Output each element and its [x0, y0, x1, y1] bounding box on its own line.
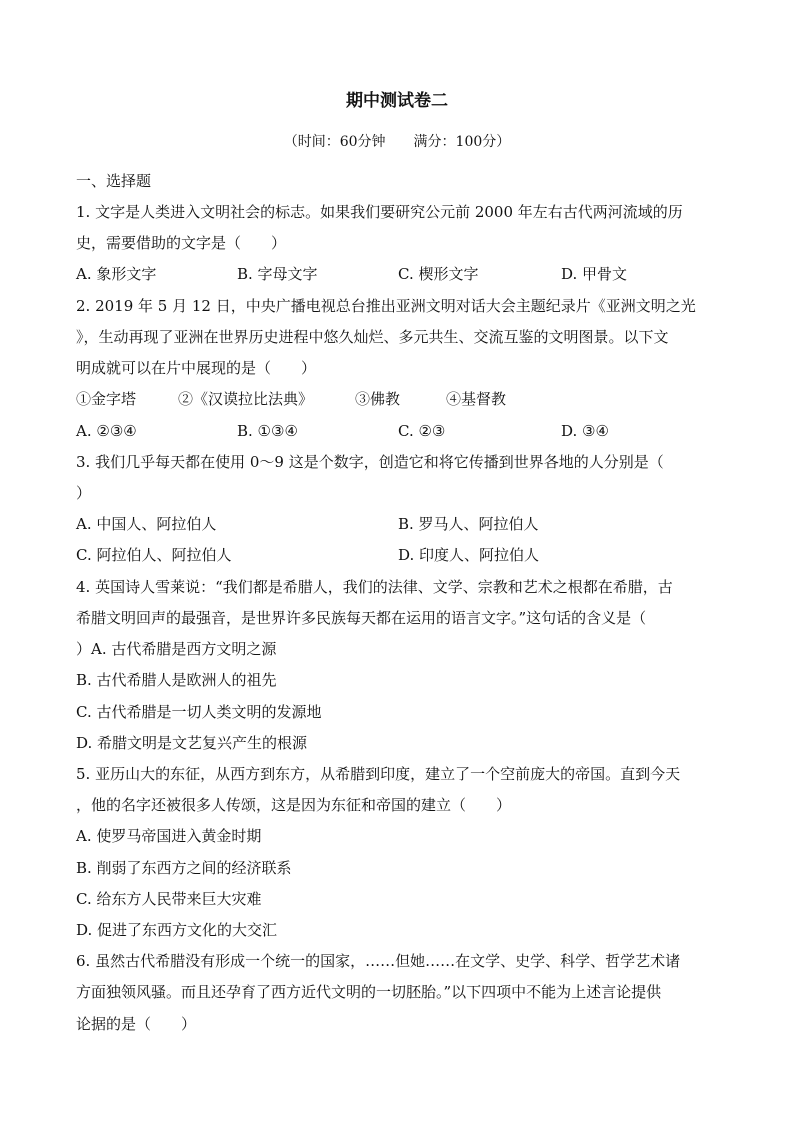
question-1-line-2: 史，需要借助的文字是（ ）	[76, 234, 287, 252]
q5-option-c: C. 给东方人民带来巨大灾难	[76, 890, 262, 908]
question-2-line-1: 2. 2019 年 5 月 12 日，中央广播电视总台推出亚洲文明对话大会主题纪录片《亚洲文明之光	[76, 297, 696, 315]
question-6-line-2: 方面独领风骚。而且还孕育了西方近代文明的一切胚胎。”以下四项中不能为上述言论提供	[76, 983, 662, 1001]
q1-option-d: D. 甲骨文	[561, 265, 628, 283]
q3-option-c: C. 阿拉伯人、阿拉伯人	[76, 546, 232, 564]
q4-option-b: B. 古代希腊人是欧洲人的祖先	[76, 671, 277, 689]
question-1-line-1: 1. 文字是人类进入文明社会的标志。如果我们要研究公元前 2000 年左右古代两河流域的历	[76, 203, 683, 221]
q2-item-2: ②《汉谟拉比法典》	[178, 390, 314, 408]
q1-option-b: B. 字母文字	[237, 265, 318, 283]
question-6-line-3: 论据的是（ ）	[76, 1015, 197, 1033]
q2-option-b: B. ①③④	[237, 422, 298, 440]
q2-item-4: ④基督教	[446, 390, 507, 408]
question-5-line-1: 5. 亚历山大的东征，从西方到东方，从希腊到印度，建立了一个空前庞大的帝国。直到今天	[76, 765, 681, 783]
question-6-line-1: 6. 虽然古代希腊没有形成一个统一的国家，……但她……在文学、史学、科学、哲学艺术诸	[76, 952, 681, 970]
q2-item-1: ①金字塔	[76, 390, 137, 408]
q2-option-d: D. ③④	[561, 422, 609, 440]
question-4-line-3: ）A. 古代希腊是西方文明之源	[76, 640, 277, 658]
exam-info: （时间：60分钟 满分：100分）	[283, 134, 511, 150]
question-5-line-2: ，他的名字还被很多人传颂，这是因为东征和帝国的建立（ ）	[76, 796, 512, 814]
page-title: 期中测试卷二	[346, 91, 448, 111]
q3-option-a: A. 中国人、阿拉伯人	[76, 515, 217, 533]
q1-option-c: C. 楔形文字	[398, 265, 479, 283]
q2-option-c: C. ②③	[398, 422, 446, 440]
q3-option-b: B. 罗马人、阿拉伯人	[398, 515, 539, 533]
question-2-line-3: 明成就可以在片中展现的是（ ）	[76, 359, 317, 377]
q2-option-a: A. ②③④	[76, 422, 137, 440]
q2-item-3: ③佛教	[355, 390, 401, 408]
question-3-line-2: ）	[76, 484, 92, 502]
q5-option-a: A. 使罗马帝国进入黄金时期	[76, 827, 262, 845]
question-4-line-1: 4. 英国诗人雪莱说：“我们都是希腊人，我们的法律、文学、宗教和艺术之根都在希腊，古	[76, 578, 673, 596]
question-2-line-2: 》，生动再现了亚洲在世界历史进程中悠久灿烂、多元共生、交流互鉴的文明图景。以下文	[76, 328, 669, 346]
question-4-line-2: 希腊文明回声的最强音，是世界许多民族每天都在运用的语言文字。”这句话的含义是（	[76, 609, 647, 627]
q3-option-d: D. 印度人、阿拉伯人	[398, 546, 540, 564]
q1-option-a: A. 象形文字	[76, 265, 157, 283]
question-3-line-1: 3. 我们几乎每天都在使用 0～9 这是个数字，创造它和将它传播到世界各地的人分别是（	[76, 453, 664, 471]
q4-option-d: D. 希腊文明是文艺复兴产生的根源	[76, 734, 308, 752]
q4-option-c: C. 古代希腊是一切人类文明的发源地	[76, 703, 322, 721]
q5-option-d: D. 促进了东西方文化的大交汇	[76, 921, 278, 939]
section-heading: 一、选择题	[76, 172, 152, 190]
q5-option-b: B. 削弱了东西方之间的经济联系	[76, 859, 292, 877]
